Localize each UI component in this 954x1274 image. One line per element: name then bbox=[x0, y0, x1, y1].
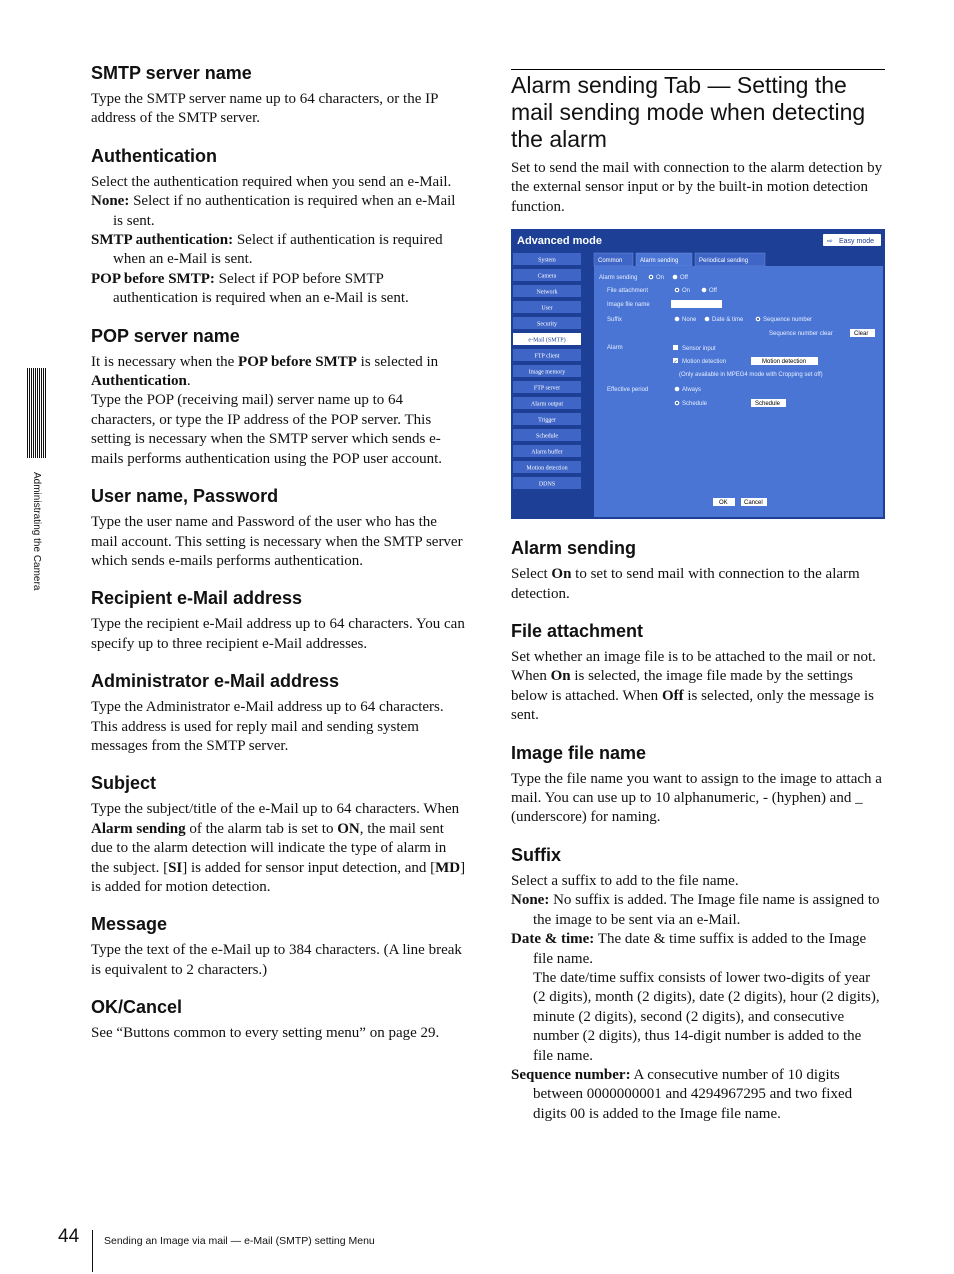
tab-label: Periodical sending bbox=[699, 258, 749, 265]
menu-item-label: Network bbox=[536, 289, 558, 296]
radio-suffix-date bbox=[705, 317, 710, 322]
body-pop-server-name-1: It is necessary when the POP before SMTP is selected in Authentication. bbox=[91, 353, 439, 390]
section-ok-cancel bbox=[91, 996, 467, 1043]
radio-always-label: Always bbox=[682, 387, 702, 394]
checkbox-check-icon: ✓ bbox=[673, 359, 678, 366]
page-section-title: Alarm sending Tab — Setting the mail sending mode when detecting the alarm bbox=[511, 72, 866, 152]
body-recipient: Type the recipient e-Mail address up to 64 characters. You can specify up to three recipient e-Mail addresses. bbox=[91, 616, 465, 652]
radio-suffix-date-label: Date & time bbox=[712, 317, 744, 324]
section-alarm-sending bbox=[511, 537, 885, 604]
section-authentication bbox=[91, 145, 467, 309]
motion-detection-button-label: Motion detection bbox=[762, 359, 807, 366]
sidebar-menu bbox=[513, 253, 581, 489]
easy-mode-label: Easy mode bbox=[839, 238, 875, 246]
label-suffix: Suffix bbox=[607, 317, 622, 324]
settings-screenshot bbox=[511, 229, 885, 519]
label-alarm-sending: Alarm sending bbox=[599, 275, 638, 282]
heading-administrator: Administrator e-Mail address bbox=[91, 671, 340, 692]
image-file-name-input bbox=[671, 300, 722, 308]
heading-authentication: Authentication bbox=[91, 145, 217, 166]
heading-ok-cancel: OK/Cancel bbox=[91, 997, 183, 1018]
menu-item-label: Security bbox=[537, 321, 557, 328]
heading-subject: Subject bbox=[91, 773, 157, 794]
body-file-attachment-1: Set whether an image file is to be attached to the mail or not. bbox=[511, 649, 876, 666]
def-smtp-authentication: SMTP authentication: Select if authentication is required when an e-Mail is sent. bbox=[91, 232, 443, 268]
heading-suffix: Suffix bbox=[511, 844, 562, 865]
label-sequence-number-clear: Sequence number clear bbox=[769, 331, 833, 338]
footer-title: Sending an Image via mail — e-Mail (SMTP) setting Menu bbox=[104, 1235, 375, 1247]
menu-item-label: Camera bbox=[537, 273, 557, 280]
section-image-file-name bbox=[511, 742, 885, 828]
body-alarm-sending: Select On to set to send mail with connection to the alarm detection. bbox=[511, 566, 860, 602]
def-suffix-none: None: No suffix is added. The Image file name is assigned to the image to be sent via an e-Mail. bbox=[511, 892, 880, 928]
radio-file-off bbox=[702, 288, 707, 293]
section-recipient bbox=[91, 587, 467, 654]
intro-alarm-sending-tab: Set to send the mail with connection to the alarm detection by the external sensor input or by the built-in motion detection function. bbox=[511, 160, 883, 215]
def-suffix-sequence-number: Sequence number: A consecutive number of 10 digits between 0000000001 and 4294967295 and two fixed digits 00 is added to the Image file name. bbox=[511, 1066, 853, 1122]
footer-divider bbox=[92, 1230, 93, 1272]
body-pop-server-name-2: Type the POP (receiving mail) server name up to 64 characters, or type the IP address of the POP server. This setting is necessary when the SMTP server which sends e-mails performs authentication using the POP user account. bbox=[91, 392, 443, 467]
schedule-button-label: Schedule bbox=[755, 401, 781, 408]
heading-recipient: Recipient e-Mail address bbox=[91, 588, 303, 609]
def-pop-before-smtp: POP before SMTP: Select if POP before SMTP authentication is required when an e-Mail is sent. bbox=[91, 270, 409, 307]
tab-label: Alarm sending bbox=[640, 258, 679, 265]
easy-mode-arrow-icon: ⇨ bbox=[827, 238, 833, 246]
heading-user-name-password: User name, Password bbox=[91, 486, 279, 507]
body-user-name-password: Type the user name and Password of the user who has the mail account. This setting is necessary when the SMTP server which sends e-mails performs authentication. bbox=[91, 514, 463, 569]
section-file-attachment bbox=[511, 620, 885, 726]
radio-suffix-none-label: None bbox=[682, 317, 697, 324]
body-message: Type the text of the e-Mail up to 384 characters. (A line break is equivalent to 2 characters.) bbox=[91, 942, 462, 978]
body-administrator-1: Type the Administrator e-Mail address up to 64 characters. bbox=[91, 699, 444, 716]
section-administrator bbox=[91, 670, 467, 756]
radio-suffix-none bbox=[675, 317, 680, 322]
checkbox-sensor-input bbox=[673, 345, 678, 350]
heading-file-attachment: File attachment bbox=[511, 621, 644, 642]
def-none: None: Select if no authentication is required when an e-Mail is sent. bbox=[91, 193, 456, 229]
heading-pop-server-name: POP server name bbox=[91, 325, 240, 346]
side-tab-label: Administrating the Camera bbox=[31, 472, 42, 591]
menu-item-label: Trigger bbox=[538, 417, 556, 424]
menu-item-label: Alarm buffer bbox=[531, 449, 563, 456]
radio-suffix-sequence-label: Sequence number bbox=[763, 317, 813, 324]
heading-message: Message bbox=[91, 914, 168, 935]
advanced-mode-title: Advanced mode bbox=[517, 235, 602, 248]
body-image-file-name: Type the file name you want to assign to the image to attach a mail. You can use up to 10 alphanumeric, - (hyphen) and _ (underscore) for naming. bbox=[511, 770, 882, 826]
section-user-name-password bbox=[91, 485, 467, 571]
checkbox-sensor-input-label: Sensor input bbox=[682, 346, 716, 353]
ok-button-label: OK bbox=[719, 500, 728, 507]
menu-item-label: User bbox=[541, 305, 553, 312]
menu-item-label: FTP client bbox=[534, 353, 560, 360]
body-file-attachment-2: When On is selected, the image file made by the settings below is attached. When Off is selected, only the message is sent. bbox=[511, 668, 874, 724]
radio-schedule-label: Schedule bbox=[682, 401, 708, 408]
menu-item-label: Alarm output bbox=[530, 401, 564, 408]
clear-button-label: Clear bbox=[854, 331, 869, 338]
tab-strip bbox=[594, 253, 765, 266]
label-image-file-name: Image file name bbox=[607, 302, 650, 309]
section-smtp-server-name bbox=[91, 62, 467, 129]
section-pop-server-name bbox=[91, 325, 467, 469]
radio-alarm-off bbox=[673, 275, 678, 280]
label-file-attachment: File attachment bbox=[607, 288, 649, 295]
label-effective-period: Effective period bbox=[607, 387, 649, 394]
menu-item-label: DDNS bbox=[538, 481, 556, 488]
menu-item-label: Image memory bbox=[528, 369, 566, 376]
section-suffix bbox=[511, 844, 885, 1124]
title-rule bbox=[511, 69, 885, 153]
body-subject: Type the subject/title of the e-Mail up to 64 characters. When Alarm sending of the alarm tab is set to ON, the mail sent due to the alarm detection will indicate the type of alarm in the subject. [SI] is added for sensor input detection, and [MD] is added for motion detection. bbox=[91, 801, 466, 895]
def-suffix-date-time: Date & time: The date & time suffix is added to the Image file name. bbox=[511, 931, 867, 967]
menu-item-label: Motion detection bbox=[526, 465, 568, 472]
body-ok-cancel: See “Buttons common to every setting menu” on page 29. bbox=[91, 1025, 440, 1042]
right-column bbox=[511, 62, 885, 1140]
checkbox-motion-detection-label: Motion detection bbox=[682, 359, 727, 366]
side-tab-marker bbox=[27, 368, 47, 458]
body-authentication: Select the authentication required when you send an e-Mail. bbox=[91, 173, 452, 190]
body-administrator-2: This address is used for reply mail and sending system messages from the SMTP server. bbox=[91, 718, 419, 754]
heading-alarm-sending: Alarm sending bbox=[511, 538, 637, 559]
heading-image-file-name: Image file name bbox=[511, 742, 647, 763]
page-number: 44 bbox=[58, 1226, 80, 1247]
radio-alarm-off-label: Off bbox=[680, 275, 688, 282]
section-subject bbox=[91, 772, 467, 897]
cancel-button-label: Cancel bbox=[744, 500, 763, 507]
body-suffix-intro: Select a suffix to add to the file name. bbox=[511, 872, 739, 889]
tab-label: Common bbox=[598, 258, 623, 265]
label-alarm: Alarm bbox=[607, 345, 623, 352]
menu-item-label: FTP server bbox=[533, 385, 561, 392]
radio-alarm-on-label: On bbox=[656, 275, 665, 282]
radio-file-off-label: Off bbox=[709, 288, 717, 295]
def-suffix-date-time-detail: The date/time suffix consists of lower two-digits of year (2 digits), month (2 digits), date (2 digits), hour (2 digits), minute (2 digits), second (2 digits), and consecutive number (2 digits), thus 14-digit number is added to the file name. bbox=[533, 969, 880, 1064]
body-smtp-server-name: Type the SMTP server name up to 64 characters, or the IP address of the SMTP server. bbox=[91, 91, 438, 127]
heading-smtp-server-name: SMTP server name bbox=[91, 63, 252, 83]
left-column bbox=[91, 62, 467, 1060]
radio-always bbox=[675, 387, 680, 392]
section-message bbox=[91, 913, 467, 980]
note-only-available: (Only available in MPEG4 mode with Cropping set off) bbox=[679, 372, 823, 379]
radio-file-on-label: On bbox=[682, 288, 691, 295]
menu-item-label: Schedule bbox=[536, 433, 558, 440]
menu-item-label: System bbox=[538, 257, 556, 264]
menu-item-label: e-Mail (SMTP) bbox=[528, 337, 566, 344]
